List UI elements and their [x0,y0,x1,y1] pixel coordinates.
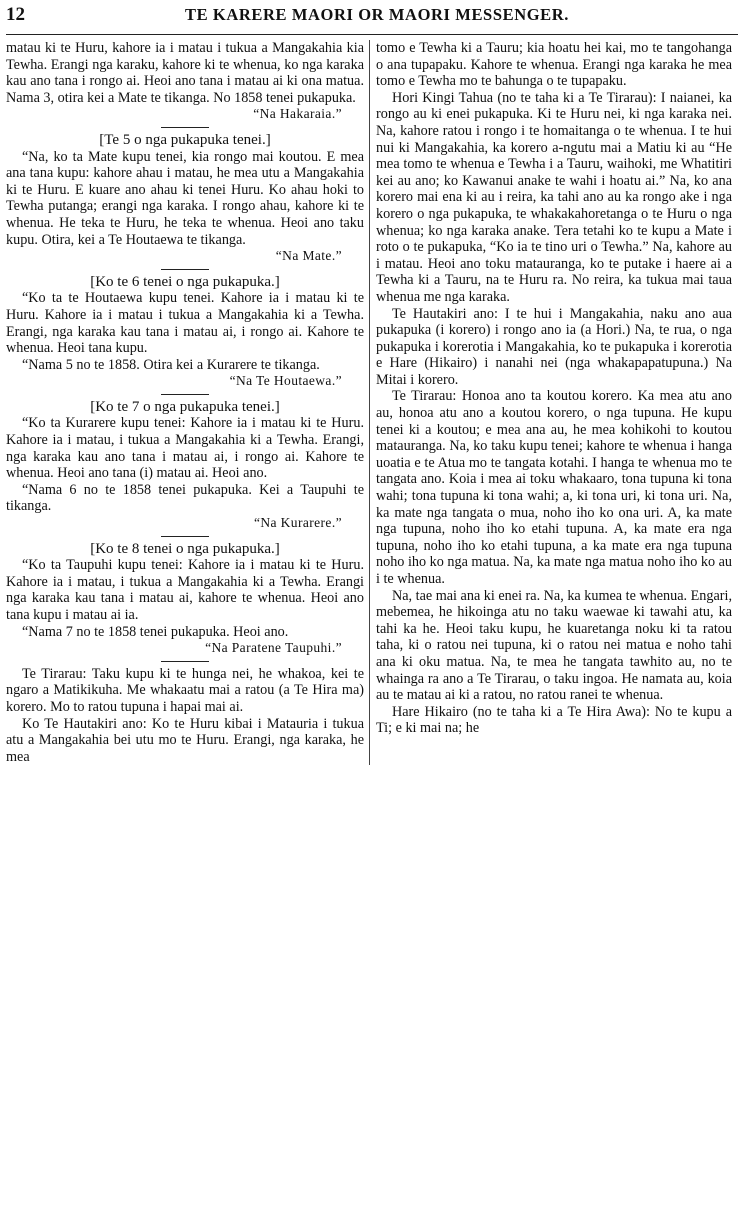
paragraph: Na, tae mai ana ki enei ra. Na, ka kumea te whenua. Engari, mebemea, he hikoinga atu no taku waewae ki tawahi atu, ka tahi ka he. Heoi taku kupu, he kuaretanga noku ki ta ratou taha, ki o ratou nei tupuna, ki o ratou nei matua e noho tahi ana ki oku matua. Na, te mea he tangata tawhito au, no te whainga ra ano a Te Tirarau, o taku ingoa. He namata au, koia au te matau ai ki a ratou, no ratou ranei te whenua. [376,587,732,704]
paragraph: Te Hautakiri ano: I te hui i Mangakahia, naku ano aua pukapuka (i korero) i rongo ano ia (a Hori.) Na, te rua, o nga pukapuka i korerotia i Mangakahia, ko te pukapuka i korerotia e Hare (Hikairo) i nanahi nei (nga whakapapatupuna.) Na Mitai i korero. [376,305,732,388]
letter-signature: “Na Kurarere.” [253,515,342,531]
letter-signature: “Na Te Houtaewa.” [229,373,342,389]
paragraph: “Ko ta Taupuhi kupu tenei: Kahore ia i matau ki te Huru. Kahore ia i matau, i tukua a Mangakahia ki a Tewha. Erangi nga karaka kau tana i matau ai, kahore te whenua. Heoi ano tana kupu i matau ai ia. [6,557,364,623]
paragraph: tomo e Tewha ki a Tauru; kia hoatu hei kai, mo te tangohanga o ana tupapaku. Kahore te whenua. Erangi nga karaka he mea tomo e Tewha mo te bahunga o te tupapaku. [376,40,732,90]
letter-heading: [Te 5 o nga pukapuka tenei.] [99,131,271,148]
paragraph: Te Tirarau: Taku kupu ki te hunga nei, he whakoa, kei te ngaro a Matikikuha. Me whakaatu mai a ratou (a Te Hira ma) korero. Mo to ratou tupuna i hapai mai ai. [6,665,364,715]
page-number: 12 [6,4,25,25]
page-header [6,4,738,35]
paragraph: “Nama 5 no te 1858. Otira kei a Kurarere te tikanga. [22,356,320,373]
paragraph: “Nama 7 no te 1858 tenei pukapuka. Heoi ano. [22,623,289,640]
paragraph: “Na, ko ta Mate kupu tenei, kia rongo mai koutou. E mea ana tana kupu: kahore ahau i matau, he mea utu a Mangakahia ki te Huru. E kuare ano ahau ki tenei Huru. Ko ahau hoki to Tewha putanga; erangi nga karaka. I rongo ahau, kahore ki te whenua. He teka te Huru, he teka te whenua. Heoi ano taku kupu. Otira, kei a Te Houtaewa te tikanga. [6,148,364,248]
letter-heading: [Ko te 8 tenei o nga pukapuka.] [90,540,280,557]
newspaper-title: TE KARERE MAORI OR MAORI MESSENGER. [184,5,570,24]
letter-heading: [Ko te 6 tenei o nga pukapuka.] [90,273,280,290]
letter-signature: “Na Mate.” [275,248,342,264]
section-divider [161,536,209,537]
right-column [369,40,732,765]
section-divider [161,127,209,128]
paragraph: Te Tirarau: Honoa ano ta koutou korero. Ka mea atu ano au, honoa atu ano a koutou korero, o nga tupuna. He kupu tenei ki a koutou; e mea ana au, he mea kohikohi to koutou matauranga. Na, ko taku kupu tenei; kahore te whenua i hanga uoatia e te Atua mo te tangata kotahi. I hanga te whenua mo te tangata ano. Koia i mea ai toku whakaaro, tona tupuna ki tona wahi; tona tupuna ki tona wahi; a, ki tona uri, ki tona uri. Na, ka mate nga tangata o mua, noho iho ko ona uri. A, ka mate nga tupuna, noho iho ko etahi tupuna. A, ka mate era nga tupuna, noho iho ko etahi tupuna, a ka mate era nga tupuna noho iho ko nga matua. Na, ka mate nga matua noho iho ko au i te whenua. [376,388,732,587]
paragraph: Hare Hikairo (no te taha ki a Te Hira Awa): No te kupu a Ti; e ki mai na; he [376,703,732,737]
paragraph: “Ko ta Kurarere kupu tenei: Kahore ia i matau ki te Huru. Kahore ia i matau, i tukua a Mangakahia ki a Tewha. Erangi, nga karaka kau ano tana i matau ai, i rongo ai. Kahore te whenua. Heoi ano tana (i) matau ai. Heoi ano. [6,415,364,482]
paragraph: “Nama 6 no te 1858 tenei pukapuka. Kei a Taupuhi te tikanga. [6,481,364,515]
paragraph: “Ko ta te Houtaewa kupu tenei. Kahore ia i matau ki te Huru. Kahore ia i matau i tukua a Mangakahia ki a Tewha. Erangi, nga karaka kau tana i matau ai, i rongo ai. Kahore te whenua. Heoi tana kupu. [6,290,364,357]
paragraph: Ko Te Hautakiri ano: Ko te Huru kibai i Matauria i tukua atu a Mangakahia bei utu mo te Huru. Erangi, nga karaka, he mea [6,715,364,765]
columns [6,40,738,765]
letter-heading: [Ko te 7 o nga pukapuka tenei.] [90,398,280,415]
section-divider [161,661,209,662]
paragraph: matau ki te Huru, kahore ia i matau i tukua a Mangakahia kia Tewha. Erangi nga karaku, kahore ki te whenua, ko nga karaka kau ano tana i rongo ai. Heoi ano tana i matau ai ki ona matua. Nama 3, otira kei a Mate te tikanga. No 1858 tenei pukapuka. [6,40,364,106]
section-divider [161,269,209,270]
section-divider [161,394,209,395]
letter-signature: “Na Hakaraia.” [253,106,342,122]
left-column [6,40,369,765]
paragraph: Hori Kingi Tahua (no te taha ki a Te Tirarau): I naianei, ka rongo au ki enei pukapuka. Ki te Huru nei, ki nga karaka nei. Na, kahore ratou i rongo i te homaitanga o te whenua. I te hui nui ki Mangakahia, ka korero a-ngutu mai a Matiu ki au “He mea tomo te whenua e Tewha i a Tauru, waihoki, me Whatitiri kei au ano; ko Kawanui anake te wahi i hoatu ai.” Na, ko ana korero mai ena ki au i reira, ka tahi ano au ka rongo ake i nga korero o nga pukapuka, te whakakahoretanga o te Huru o nga whenua; ko nga karaka anake. Tera tetahi ko te kupu a Mate i roto o te pukapuka, “Ko ia te tino uri o Tewha.” Na, kahore au i matau. Heoi ano toku matauranga, ko te putake i haere ai a Tewha ki a Tauru, na te Huru ra. No reira, ka tukua mai taua whenua me nga karaka. [376,89,732,305]
letter-signature: “Na Paratene Taupuhi.” [205,640,342,656]
